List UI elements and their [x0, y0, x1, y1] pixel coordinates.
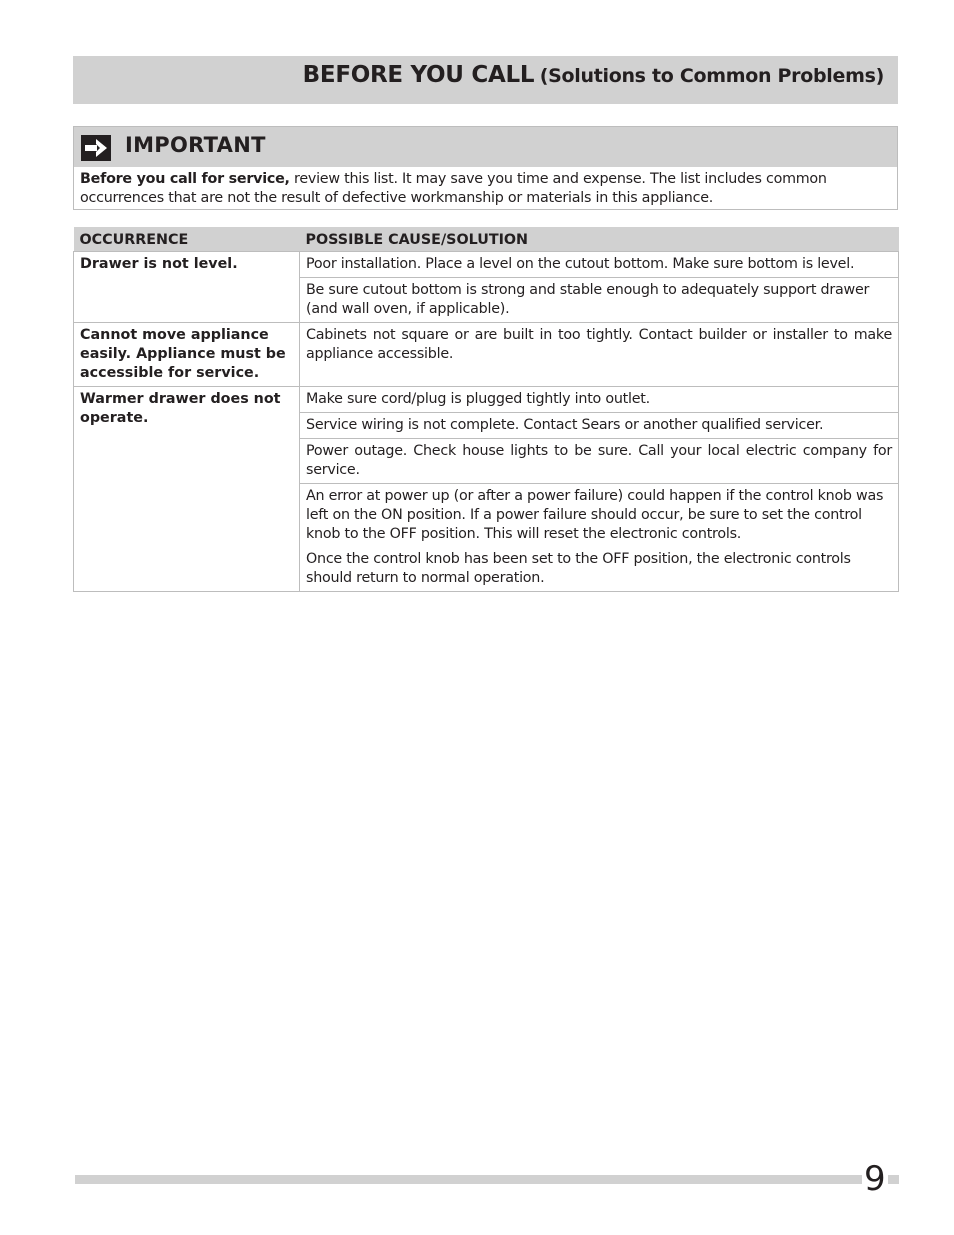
solution-cell: Poor installation. Place a level on the cutout bottom. Make sure bottom is level.: [300, 252, 899, 278]
solution-cell: Be sure cutout bottom is strong and stable enough to adequately support drawer (and wall oven, if applicable).: [300, 278, 899, 323]
important-lead-bold: Before you call for service,: [80, 171, 290, 187]
solution-cell: Cabinets not square or are built in too tightly. Contact builder or installer to make appliance accessible.: [300, 323, 899, 387]
solution-cell: Once the control knob has been set to the OFF position, the electronic controls should return to normal operation.: [300, 547, 899, 592]
page-title-subtitle: (Solutions to Common Problems): [539, 65, 884, 87]
important-text: [80, 170, 890, 207]
table-header-row: [74, 227, 899, 252]
header-occurrence: OCCURRENCE: [74, 227, 300, 252]
important-title: IMPORTANT: [125, 133, 266, 157]
occurrence-cell: Warmer drawer does not operate.: [74, 387, 300, 592]
solution-cell: Make sure cord/plug is plugged tightly into outlet.: [300, 387, 899, 413]
occurrence-cell: Cannot move appliance easily. Appliance must be accessible for service.: [74, 323, 300, 387]
solution-cell: Power outage. Check house lights to be sure. Call your local electric company for service.: [300, 439, 899, 484]
solution-cell: An error at power up (or after a power failure) could happen if the control knob was left on the ON position. If a power failure should occur, be sure to set the control knob to the OFF position. This will reset the electronic controls.: [300, 484, 899, 548]
page-title: [303, 62, 884, 88]
page-header-bar: [73, 56, 898, 104]
solution-cell: Service wiring is not complete. Contact Sears or another qualified servicer.: [300, 413, 899, 439]
footer-bar: [75, 1175, 899, 1184]
table-row: [74, 323, 899, 387]
troubleshooting-table: [73, 227, 899, 592]
page-number: 9: [864, 1159, 886, 1199]
table-row: [74, 252, 899, 278]
important-header: [74, 127, 897, 167]
important-notice: [73, 126, 898, 210]
table-row: [74, 387, 899, 413]
occurrence-cell: Drawer is not level.: [74, 252, 300, 323]
important-lead-text: review this list. It may save you time and expense. The list includes common occurrences that are not the result of defective workmanship or materials in this appliance.: [80, 171, 827, 206]
page-title-main: BEFORE YOU CALL: [302, 62, 535, 88]
arrow-right-icon: [81, 135, 111, 161]
header-cause-solution: POSSIBLE CAUSE/SOLUTION: [300, 227, 899, 252]
